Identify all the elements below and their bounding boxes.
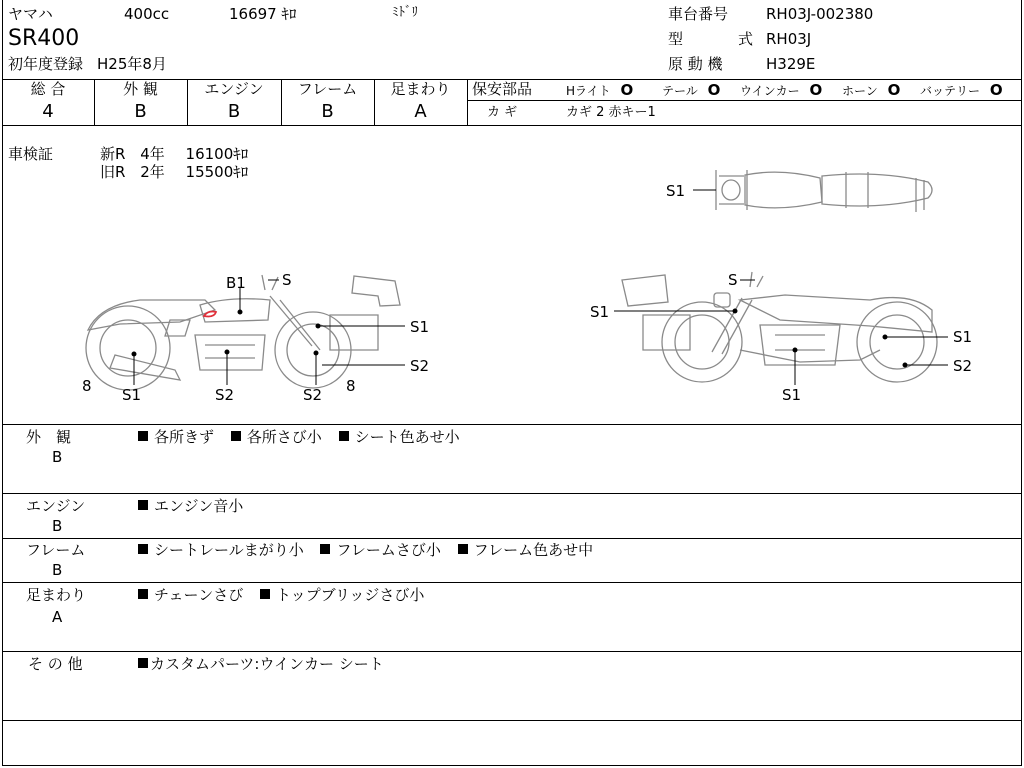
note-grade: B bbox=[52, 561, 63, 579]
note-items-engine bbox=[138, 499, 255, 514]
grade-label-exterior: 外 観 bbox=[123, 80, 158, 98]
notes-divider bbox=[2, 651, 1022, 652]
grade-value-exterior: B bbox=[134, 101, 147, 122]
safety-item-label: テール bbox=[662, 84, 698, 98]
safety-parts-label: 保安部品 bbox=[472, 80, 533, 98]
frame-no-label: 車台番号 bbox=[668, 5, 729, 23]
mileage: 16697 ｷﾛ bbox=[229, 5, 297, 23]
bullet-square-icon bbox=[320, 544, 330, 554]
note-item: フレーム色あせ中 bbox=[458, 541, 593, 559]
note-item: チェーンさび bbox=[138, 586, 243, 604]
notes-divider bbox=[2, 493, 1022, 494]
leader-dot bbox=[733, 309, 737, 313]
inspection-label: 車検証 bbox=[8, 145, 54, 163]
diagram-label: B1 bbox=[226, 274, 246, 292]
safety-item-mark: O bbox=[989, 81, 1003, 99]
diagram-label: S bbox=[728, 271, 738, 289]
note-item: シートレールまがり小 bbox=[138, 541, 304, 559]
inspection-km: 15500ｷﾛ bbox=[185, 163, 249, 181]
note-items-other bbox=[138, 657, 396, 672]
bullet-square-icon bbox=[231, 431, 241, 441]
note-category: エンジン bbox=[26, 497, 86, 515]
grade-value-overall: 4 bbox=[42, 101, 54, 122]
safety-item-mark: O bbox=[620, 81, 634, 99]
note-category: そ の 他 bbox=[28, 655, 83, 673]
diagram-label: S1 bbox=[122, 386, 142, 404]
note-category: 足まわり bbox=[26, 586, 87, 604]
inspection-years: 2年 bbox=[140, 163, 165, 181]
safety-item-label: Hライト bbox=[566, 84, 611, 98]
inspection-kind: 旧R bbox=[100, 163, 126, 181]
safety-item-label: ホーン bbox=[842, 84, 878, 98]
diagram-label: S1 bbox=[410, 318, 430, 336]
diagram-label: S1 bbox=[590, 303, 610, 321]
bullet-square-icon bbox=[339, 431, 349, 441]
motorcycle-right-view bbox=[622, 272, 937, 382]
note-item: シート色あせ小 bbox=[339, 428, 460, 446]
displacement: 400cc bbox=[124, 5, 170, 23]
note-item: 各所きず bbox=[138, 428, 214, 446]
bullet-square-icon bbox=[138, 544, 148, 554]
motorcycle-left-view bbox=[86, 275, 400, 390]
key-value: カギ 2 赤キー1 bbox=[566, 105, 656, 120]
grade-label-frame: フレーム bbox=[297, 80, 358, 98]
safety-item-label: バッテリー bbox=[920, 84, 981, 98]
note-grade: B bbox=[52, 448, 63, 466]
note-item: 各所さび小 bbox=[231, 428, 322, 446]
leader-dot bbox=[793, 348, 797, 352]
notes-top bbox=[2, 424, 1022, 425]
grade-value-frame: B bbox=[321, 101, 334, 122]
inspection-kind: 新R bbox=[100, 145, 126, 163]
note-item: フレームさび小 bbox=[320, 541, 440, 559]
grade-value-suspension: A bbox=[414, 101, 427, 122]
inspection-km: 16100ｷﾛ bbox=[185, 145, 249, 163]
diagram-label: 8 bbox=[82, 377, 92, 395]
bullet-square-icon bbox=[138, 431, 148, 441]
type-label-2: 式 bbox=[738, 30, 754, 48]
notes-bottom bbox=[2, 720, 1022, 721]
engine-value: H329E bbox=[766, 55, 816, 73]
diagram-label: S2 bbox=[410, 357, 430, 375]
diagram-label: S1 bbox=[782, 386, 802, 404]
safety-item-mark: O bbox=[707, 81, 721, 99]
leader-dot bbox=[225, 350, 229, 354]
note-item: カスタムパーツ:ウインカー シート bbox=[138, 655, 384, 673]
leader-dot bbox=[883, 335, 887, 339]
note-items-suspension bbox=[138, 588, 436, 603]
key-label: カ ギ bbox=[487, 105, 518, 120]
motorcycle-top-view bbox=[716, 170, 932, 212]
safety-item-mark: O bbox=[809, 81, 823, 99]
type-value: RH03J bbox=[766, 30, 812, 48]
diagram-label: S1 bbox=[953, 328, 973, 346]
model-name: SR400 bbox=[8, 26, 80, 51]
note-items-frame bbox=[138, 543, 605, 558]
type-label-1: 型 bbox=[668, 30, 684, 48]
maker: ヤマハ bbox=[8, 5, 53, 23]
color: ﾐﾄﾞﾘ bbox=[392, 5, 418, 20]
diagram-label: 8 bbox=[346, 377, 356, 395]
bullet-square-icon bbox=[260, 589, 270, 599]
diagram-label: S1 bbox=[666, 182, 686, 200]
note-items-exterior bbox=[138, 430, 472, 445]
bullet-square-icon bbox=[138, 500, 148, 510]
grade-label-engine: エンジン bbox=[204, 80, 264, 98]
inspection-years: 4年 bbox=[140, 145, 165, 163]
note-item: エンジン音小 bbox=[138, 497, 243, 515]
grade-value-engine: B bbox=[227, 101, 241, 122]
engine-label: 原 動 機 bbox=[668, 55, 723, 73]
leader-dot bbox=[316, 324, 320, 328]
safety-item-mark: O bbox=[887, 81, 901, 99]
diagram-label: S bbox=[282, 271, 292, 289]
leader-dot bbox=[903, 363, 907, 367]
bullet-square-icon bbox=[458, 544, 468, 554]
note-grade: B bbox=[52, 517, 63, 535]
grade-label-suspension: 足まわり bbox=[390, 80, 451, 98]
grade-label-overall: 総 合 bbox=[30, 80, 66, 98]
damage-mark bbox=[204, 312, 216, 317]
note-category: 外 観 bbox=[26, 428, 72, 446]
note-item: トップブリッジさび小 bbox=[260, 586, 424, 604]
diagram-label: S2 bbox=[953, 357, 973, 375]
frame-no-value: RH03J-002380 bbox=[766, 5, 874, 23]
first-registration-label: 初年度登録 bbox=[8, 55, 84, 73]
diagram-label: S2 bbox=[303, 386, 323, 404]
note-category: フレーム bbox=[26, 541, 86, 559]
leader-dot bbox=[314, 351, 318, 355]
notes-divider bbox=[2, 538, 1022, 539]
bullet-square-icon bbox=[138, 589, 148, 599]
bullet-square-icon bbox=[138, 658, 148, 668]
leader-dot bbox=[132, 352, 136, 356]
first-registration-value: H25年8月 bbox=[97, 55, 167, 73]
leader-dot bbox=[238, 310, 242, 314]
note-grade: A bbox=[52, 608, 63, 626]
diagram-label: S2 bbox=[215, 386, 235, 404]
safety-item-label: ウインカー bbox=[740, 84, 800, 98]
notes-divider bbox=[2, 582, 1022, 583]
